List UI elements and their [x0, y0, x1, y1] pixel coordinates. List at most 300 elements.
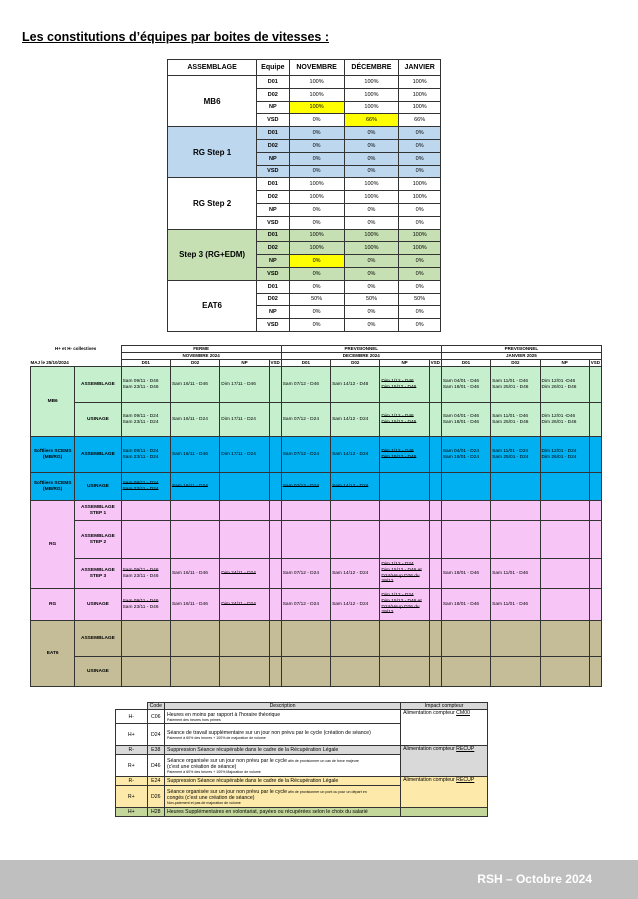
- table1-value-cell: 100%: [344, 178, 399, 191]
- schedule-cell: [170, 501, 219, 521]
- schedule-cell: [170, 589, 219, 621]
- table1-value-cell: 0%: [289, 139, 344, 152]
- schedule-cell: [331, 559, 380, 589]
- schedule-entry: Sam 07/12 - D24: [282, 451, 319, 457]
- schedule-section-label: USINAGE: [75, 589, 121, 621]
- schedule-entry: Sam 04/01 - D46: [442, 378, 480, 384]
- schedule-cell: [281, 403, 330, 437]
- table1-header-cell: NOVEMBRE: [289, 60, 344, 76]
- schedule-entry: D24/Hsup D26 du: [381, 573, 420, 579]
- legend-label: R-: [116, 777, 148, 786]
- schedule-entry: Sam 23/11 - D24: [122, 419, 159, 425]
- table1-value-cell: 0%: [344, 139, 399, 152]
- table1-team-cell: NP: [257, 306, 289, 319]
- schedule-section-label: USINAGE: [75, 473, 121, 501]
- legend-label: R+: [116, 786, 148, 808]
- table1-row: [168, 76, 441, 89]
- schedule-entry: Sam 18/01 - D46: [442, 570, 480, 576]
- schedule-cell: [380, 657, 429, 687]
- schedule-cell: [121, 501, 170, 521]
- legend-header-row: [116, 703, 488, 710]
- schedule-entry: 29/12: [381, 579, 394, 585]
- schedule-entry: Sam 07/12 - D24: [282, 601, 319, 607]
- schedule-row: [31, 559, 602, 589]
- schedule-group-label: RG: [31, 589, 75, 621]
- legend-desc-sub: Non-paiement et pas de majoration de volume: [167, 800, 241, 805]
- schedule-cell: [281, 521, 330, 559]
- table1-header-row: [168, 60, 441, 76]
- schedule-cell: [170, 403, 219, 437]
- legend-label: H+: [116, 808, 148, 817]
- table1-group-label: RG Step 2: [168, 178, 257, 229]
- schedule-cell: [491, 473, 540, 501]
- schedule-cell: [331, 501, 380, 521]
- table1-value-cell: 0%: [399, 319, 441, 332]
- schedule-team-cell: D02: [491, 360, 540, 367]
- schedule-cell-vsd: [589, 501, 601, 521]
- table1-value-cell: 0%: [344, 280, 399, 293]
- schedule-entry: Sam 23/11 - D46: [122, 573, 159, 579]
- schedule-row: [31, 403, 602, 437]
- legend-impact: [401, 777, 488, 808]
- legend-label: H+: [116, 724, 148, 746]
- schedule-team-cell: NP: [540, 360, 589, 367]
- table1-group-label: RG Step 1: [168, 127, 257, 178]
- schedule-cell: [281, 621, 330, 657]
- table1-value-cell: 0%: [289, 306, 344, 319]
- legend-desc-text: Suppression Séance récupérable dans le cadre de la Récupération Légale: [167, 778, 339, 784]
- schedule-cell: [121, 589, 170, 621]
- schedule-entry: Sam 04/01 - D24: [442, 448, 480, 454]
- schedule-entry: Dim 12/01 -D46: [541, 378, 576, 384]
- schedule-cell: [441, 437, 490, 473]
- schedule-cell-vsd: [429, 657, 441, 687]
- table1-value-cell: 100%: [399, 88, 441, 101]
- legend-label: R+: [116, 755, 148, 777]
- schedule-entry: Sam 16/11 - D46: [171, 601, 208, 607]
- schedule-cell: [331, 473, 380, 501]
- legend-header-cell: Code: [147, 703, 164, 710]
- schedule-cell: [540, 437, 589, 473]
- schedule-entry: Sam 07/12 - D24: [282, 483, 319, 489]
- schedule-entry: Dim 15/12 - D46: [381, 419, 417, 425]
- schedule-cell: [380, 621, 429, 657]
- schedule-entry: Sam 09/11 - D24: [122, 448, 159, 454]
- schedule-entry: Dim 24/11 - D24: [221, 570, 256, 576]
- schedule-cell: [170, 367, 219, 403]
- schedule-entry: Sam 18/01 - D46: [442, 601, 480, 607]
- legend-impact: [401, 710, 488, 746]
- schedule-team-cell: NP: [220, 360, 269, 367]
- table1-value-cell: 0%: [344, 203, 399, 216]
- schedule-cell: [121, 621, 170, 657]
- schedule-team-cell: D02: [170, 360, 219, 367]
- schedule-cell: [441, 367, 490, 403]
- table1-team-cell: D02: [257, 139, 289, 152]
- schedule-team-cell: VSD: [270, 360, 280, 366]
- schedule-cell-vsd: [589, 559, 601, 589]
- schedule-cell: [331, 521, 380, 559]
- schedule-entry: Dim 17/11 - D24: [221, 451, 256, 457]
- schedule-entry: Sam 14/12 - D24: [332, 570, 369, 576]
- table1-team-cell: D01: [257, 127, 289, 140]
- table1-value-cell: 100%: [344, 101, 399, 114]
- table1-header-cell: DÉCEMBRE: [344, 60, 399, 76]
- schedule-cell: [331, 657, 380, 687]
- schedule-entry: Sam 25/01 - D24: [492, 454, 529, 460]
- legend-code: D46: [147, 755, 164, 777]
- schedule-entry: Sam 11/01 - D46: [492, 413, 529, 419]
- footer-text: RSH – Octobre 2024: [477, 872, 592, 886]
- schedule-cell: [220, 589, 269, 621]
- table1-header-cell: JANVIER: [399, 60, 441, 76]
- legend-table: [115, 702, 488, 817]
- schedule-cell: [540, 501, 589, 521]
- schedule-cell: [121, 473, 170, 501]
- schedule-team-cell: VSD: [590, 360, 601, 366]
- schedule-row: [31, 589, 602, 621]
- table1-team-cell: D01: [257, 280, 289, 293]
- table1-team-cell: NP: [257, 255, 289, 268]
- table1-value-cell: 0%: [399, 280, 441, 293]
- schedule-entry: Dim 1/12 - D46: [381, 378, 414, 384]
- schedule-cell-vsd: [589, 589, 601, 621]
- table1-value-cell: 0%: [399, 127, 441, 140]
- table1-group-label: MB6: [168, 76, 257, 127]
- schedule-cell-vsd: [269, 501, 281, 521]
- legend-label: H-: [116, 710, 148, 724]
- table1-value-cell: 100%: [399, 178, 441, 191]
- table1-value-cell: 66%: [344, 114, 399, 127]
- table1-value-cell: 0%: [399, 203, 441, 216]
- table1-value-cell: 0%: [399, 139, 441, 152]
- table1-value-cell: 0%: [399, 267, 441, 280]
- schedule-entry: Dim 15/12 - D46: [381, 454, 417, 460]
- schedule-cell: [380, 403, 429, 437]
- schedule-entry: Sam 07/12 - D24: [282, 570, 319, 576]
- legend-code: C06: [147, 710, 164, 724]
- schedule-entry: Dim 1/12 - D24: [381, 592, 414, 598]
- table1-value-cell: 100%: [399, 191, 441, 204]
- schedule-entry: Sam 14/12 - D24: [332, 483, 369, 489]
- table1-value-cell: 100%: [344, 191, 399, 204]
- table1-value-cell: 100%: [289, 191, 344, 204]
- table1-group-label: Step 3 (RG+EDM): [168, 229, 257, 280]
- schedule-cell: [220, 621, 269, 657]
- schedule-cell: [331, 403, 380, 437]
- legend-code: E38: [147, 746, 164, 755]
- schedule-month-cell: NOVEMBRE 2024: [121, 353, 281, 360]
- table1-value-cell: 0%: [344, 255, 399, 268]
- table1-team-cell: VSD: [257, 267, 289, 280]
- table1-value-cell: 0%: [289, 203, 344, 216]
- schedule-group-label: Softliers SCEMS (MB/RG): [31, 473, 75, 501]
- schedule-cell-vsd: [269, 657, 281, 687]
- schedule-cell: [491, 501, 540, 521]
- schedule-cell-vsd: [589, 437, 601, 473]
- schedule-cell: [540, 589, 589, 621]
- legend-impact-text: Alimentation compteur: [403, 746, 457, 752]
- legend-code: E24: [147, 777, 164, 786]
- schedule-entry: Sam 16/11 - D24: [171, 483, 208, 489]
- schedule-entry: Sam 23/11 - D24: [122, 454, 159, 460]
- schedule-cell-vsd: [269, 473, 281, 501]
- table1-row: [168, 127, 441, 140]
- schedule-row: [31, 621, 602, 657]
- table1-team-cell: D01: [257, 178, 289, 191]
- table1-value-cell: 100%: [344, 242, 399, 255]
- schedule-cell: [491, 403, 540, 437]
- table1-team-cell: D01: [257, 76, 289, 89]
- schedule-month-cell: DECEMBRE 2024: [281, 353, 441, 360]
- schedule-entry: Sam 09/11 - D24: [122, 480, 159, 486]
- legend-code: D24: [147, 724, 164, 746]
- schedule-entry: Dim 15/12 - D46: [381, 384, 417, 390]
- schedule-team-cell: D01: [281, 360, 330, 367]
- schedule-cell: [380, 521, 429, 559]
- schedule-entry: Sam 23/11 - D46: [122, 384, 159, 390]
- schedule-cell-vsd: [429, 559, 441, 589]
- table1-value-cell: 50%: [344, 293, 399, 306]
- schedule-row: [31, 367, 602, 403]
- schedule-cell: [220, 657, 269, 687]
- legend-desc-mini: afin de provisionner un cas de force majeure: [286, 758, 359, 763]
- schedule-section-label: USINAGE: [75, 657, 121, 687]
- schedule-cell-vsd: [269, 367, 281, 403]
- table1-row: [168, 280, 441, 293]
- table1-value-cell: 0%: [399, 306, 441, 319]
- schedule-cell: [121, 657, 170, 687]
- schedule-corner-blank: [31, 353, 122, 360]
- legend-desc-text: Heures Supplémentaires en volontariat, payées ou récupérées selon le choix du salarié: [167, 809, 368, 815]
- schedule-entry: Sam 09/11 - D46: [122, 567, 159, 573]
- schedule-cell-vsd: [269, 559, 281, 589]
- schedule-entry: Sam 18/01 - D46: [442, 384, 480, 390]
- table1-value-cell: 100%: [399, 229, 441, 242]
- schedule-cell: [540, 403, 589, 437]
- table1-value-cell: 100%: [344, 88, 399, 101]
- schedule-cell-vsd: [429, 521, 441, 559]
- legend-description: [165, 746, 401, 755]
- table1-value-cell: 0%: [289, 216, 344, 229]
- table1-value-cell: 100%: [289, 178, 344, 191]
- schedule-group-label: RG: [31, 501, 75, 589]
- schedule-entry: Sam 16/11 - D24: [171, 416, 208, 422]
- schedule-team-cell: NP: [380, 360, 429, 367]
- legend-description: [165, 777, 401, 786]
- schedule-entry: Sam 07/12 - D24: [282, 416, 319, 422]
- table1-value-cell: 50%: [289, 293, 344, 306]
- schedule-cell-vsd: [429, 403, 441, 437]
- schedule-cell: [170, 437, 219, 473]
- table1-value-cell: 0%: [344, 127, 399, 140]
- schedule-entry: Dim 15/12 - D46 et: [381, 567, 422, 573]
- footer-bar: [0, 860, 638, 899]
- schedule-entry: Dim 12/01 -D46: [541, 413, 576, 419]
- schedule-entry: Sam 09/11 - D46: [122, 378, 159, 384]
- legend-description: [165, 710, 401, 724]
- schedule-section-label: ASSEMBLAGE STEP 3: [75, 559, 121, 589]
- table1-value-cell: 100%: [289, 101, 344, 114]
- schedule-cell: [441, 621, 490, 657]
- schedule-cell: [281, 367, 330, 403]
- table1-team-cell: D01: [257, 229, 289, 242]
- schedule-entry: Dim 24/11 - D24: [221, 601, 256, 607]
- table1-value-cell: 0%: [344, 319, 399, 332]
- schedule-cell: [281, 657, 330, 687]
- table1-row: [168, 229, 441, 242]
- table1-team-cell: VSD: [257, 319, 289, 332]
- schedule-entry: Sam 14/12 - D24: [332, 451, 369, 457]
- schedule-entry: Sam 25/01 - D46: [492, 384, 529, 390]
- schedule-group-label: MB6: [31, 367, 75, 437]
- schedule-entry: Sam 23/11 - D46: [122, 604, 159, 610]
- schedule-cell-vsd: [589, 403, 601, 437]
- table1-value-cell: 100%: [289, 229, 344, 242]
- legend-desc-text2: congés (c'est une création de séance): [167, 794, 255, 801]
- table1-value-cell: 0%: [399, 216, 441, 229]
- schedule-entry: Sam 18/01 - D24: [442, 454, 480, 460]
- legend-description: [165, 724, 401, 746]
- legend-desc-text: Séance organisée sur un jour non prévu par le cycle: [167, 788, 287, 795]
- legend-desc-sub: Paiement à 60% des heures + 100% de majoration de volume: [167, 735, 266, 740]
- schedule-entry: Sam 04/01 - D46: [442, 413, 480, 419]
- legend-desc-mini: afin de provisionner un pont ou pour un départ en: [286, 789, 367, 794]
- legend-code: D26: [147, 786, 164, 808]
- legend-label: R-: [116, 746, 148, 755]
- schedule-cell: [491, 559, 540, 589]
- schedule-cell: [540, 367, 589, 403]
- table1-value-cell: 0%: [344, 267, 399, 280]
- schedule-cell: [281, 437, 330, 473]
- schedule-cell: [170, 657, 219, 687]
- schedule-cell: [121, 559, 170, 589]
- legend-description: [165, 755, 401, 777]
- schedule-cell: [281, 473, 330, 501]
- team-allocation-table: [167, 59, 441, 332]
- table1-value-cell: 0%: [289, 152, 344, 165]
- schedule-cell: [121, 367, 170, 403]
- schedule-cell: [170, 559, 219, 589]
- table1-value-cell: 0%: [289, 280, 344, 293]
- legend-desc-sub: Paiement à 60% des heures + 100% Majoration de volume: [167, 769, 261, 774]
- table1-value-cell: 100%: [289, 88, 344, 101]
- schedule-entry: Sam 11/01 - D46: [492, 601, 529, 607]
- schedule-cell-vsd: [269, 621, 281, 657]
- schedule-cell: [220, 521, 269, 559]
- schedule-cell: [220, 473, 269, 501]
- schedule-section-label: ASSEMBLAGE: [75, 367, 121, 403]
- legend-impact-empty: [401, 808, 488, 817]
- schedule-row: [31, 521, 602, 559]
- schedule-cell: [380, 559, 429, 589]
- table1-team-cell: NP: [257, 203, 289, 216]
- table1-value-cell: 50%: [399, 293, 441, 306]
- schedule-status-cell: FERME: [121, 346, 281, 353]
- table1-team-cell: D02: [257, 191, 289, 204]
- legend-desc-text2: (c'est une création de séance): [167, 763, 237, 770]
- schedule-cell: [540, 473, 589, 501]
- legend-row: [116, 710, 488, 724]
- schedule-team-cell: D02: [331, 360, 380, 367]
- overtime-schedule-table: [30, 345, 602, 687]
- schedule-cell: [441, 473, 490, 501]
- table1-value-cell: 100%: [289, 76, 344, 89]
- schedule-cell: [491, 367, 540, 403]
- schedule-entry: Dim 17/11 - D24: [221, 416, 256, 422]
- table1-value-cell: 100%: [289, 242, 344, 255]
- schedule-cell: [121, 403, 170, 437]
- schedule-team-cell: D01: [121, 360, 170, 367]
- schedule-row: [31, 501, 602, 521]
- schedule-section-label: ASSEMBLAGE: [75, 437, 121, 473]
- schedule-cell: [331, 437, 380, 473]
- legend-impact-link: RECUP: [456, 777, 475, 783]
- schedule-cell-vsd: [589, 621, 601, 657]
- schedule-cell: [331, 589, 380, 621]
- table1-team-cell: NP: [257, 101, 289, 114]
- table1-team-cell: VSD: [257, 216, 289, 229]
- table1-value-cell: 100%: [344, 229, 399, 242]
- schedule-status-row: [31, 346, 602, 353]
- schedule-cell-vsd: [269, 521, 281, 559]
- schedule-cell: [491, 589, 540, 621]
- schedule-month-cell: JANVIER 2025: [441, 353, 601, 360]
- legend-desc-text: Suppression Séance récupérable dans le cadre de la Récupération Légale: [167, 747, 339, 753]
- schedule-cell: [220, 403, 269, 437]
- schedule-cell: [441, 403, 490, 437]
- table1-value-cell: 66%: [399, 114, 441, 127]
- schedule-entry: Dim 26/01 - D46: [541, 384, 577, 390]
- schedule-entry: 29/12: [381, 610, 394, 616]
- schedule-status-cell: PREVISIONNEL: [441, 346, 601, 353]
- schedule-cell: [331, 367, 380, 403]
- legend-impact-link: RECUP: [456, 746, 475, 752]
- schedule-cell: [441, 501, 490, 521]
- legend-row: [116, 746, 488, 755]
- table1-value-cell: 0%: [289, 319, 344, 332]
- table1-value-cell: 0%: [289, 255, 344, 268]
- schedule-cell-vsd: [429, 367, 441, 403]
- legend-description: [165, 786, 401, 808]
- table1-value-cell: 0%: [344, 165, 399, 178]
- table1-value-cell: 0%: [344, 306, 399, 319]
- schedule-cell: [540, 621, 589, 657]
- table1-value-cell: 0%: [344, 216, 399, 229]
- schedule-entry: Sam 11/01 - D46: [492, 378, 529, 384]
- schedule-entry: Sam 14/12 - D24: [332, 601, 369, 607]
- schedule-update-date: MAJ le 25/10/2024: [30, 359, 69, 365]
- schedule-row: [31, 437, 602, 473]
- legend-impact-text: Alimentation compteur: [403, 710, 457, 716]
- legend-description: [165, 808, 401, 817]
- schedule-cell: [281, 589, 330, 621]
- table1-value-cell: 0%: [399, 255, 441, 268]
- schedule-cell: [540, 559, 589, 589]
- schedule-team-cell: D01: [441, 360, 490, 367]
- schedule-entry: Sam 14/12 - D24: [332, 416, 369, 422]
- schedule-cell: [491, 437, 540, 473]
- schedule-entry: Sam 07/12 - D46: [282, 381, 319, 387]
- table1-team-cell: D02: [257, 293, 289, 306]
- table1-value-cell: 0%: [289, 114, 344, 127]
- table1-team-cell: D02: [257, 88, 289, 101]
- table1-value-cell: 0%: [399, 152, 441, 165]
- table1-team-cell: D02: [257, 242, 289, 255]
- schedule-cell-vsd: [429, 589, 441, 621]
- schedule-month-row: [31, 353, 602, 360]
- table1-value-cell: 100%: [399, 76, 441, 89]
